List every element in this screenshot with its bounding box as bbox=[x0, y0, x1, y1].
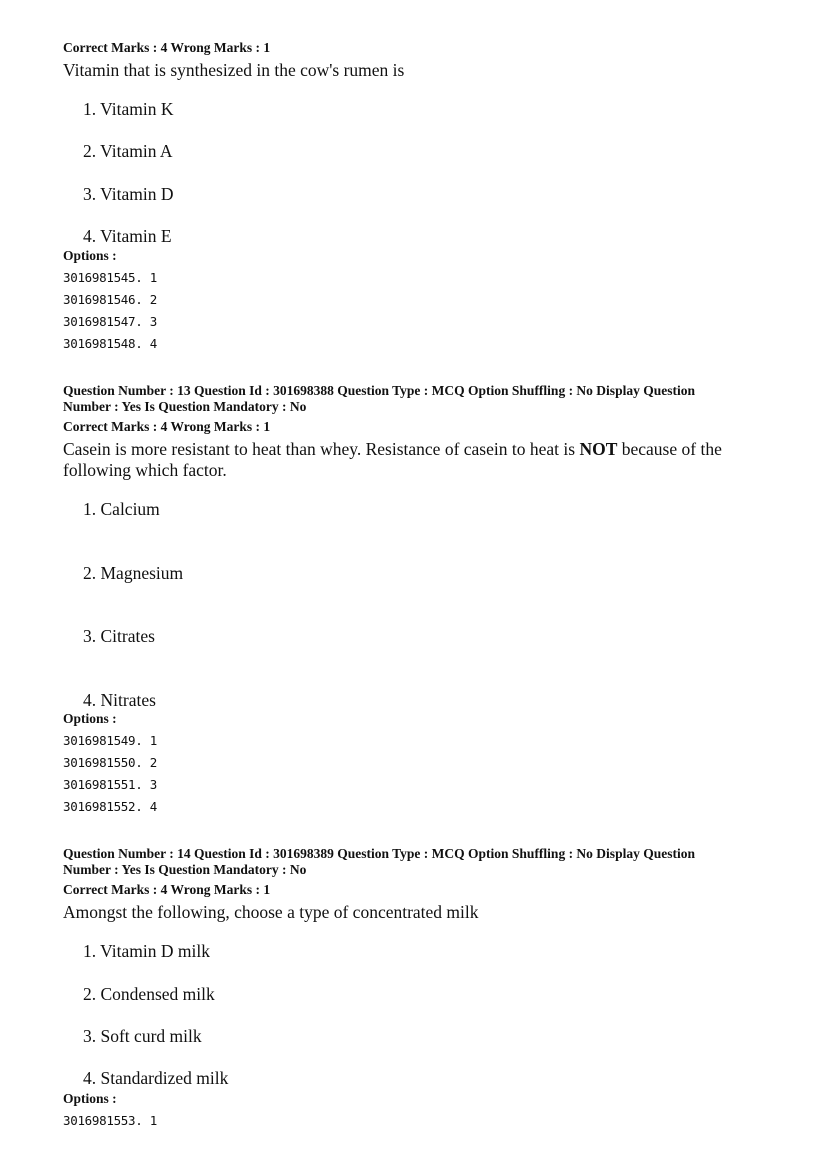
q14-header-line-2: Number : Yes Is Question Mandatory : No bbox=[63, 862, 307, 877]
q14-question-text: Amongst the following, choose a type of concentrated milk bbox=[63, 902, 479, 922]
q13-text-emphasis: NOT bbox=[579, 439, 618, 459]
q13-choice-4: 4. Nitrates bbox=[83, 690, 156, 710]
q12-question-text: Vitamin that is synthesized in the cow's rumen is bbox=[63, 60, 405, 80]
q13-text-after: because of the bbox=[617, 439, 722, 459]
q13-choice-2: 2. Magnesium bbox=[83, 563, 184, 583]
q12-choice-4: 4. Vitamin E bbox=[83, 226, 172, 246]
q13-header-line-2: Number : Yes Is Question Mandatory : No bbox=[63, 399, 307, 414]
q12-options-label: Options : bbox=[63, 248, 117, 263]
q14-options-label: Options : bbox=[63, 1091, 117, 1106]
q12-option-id-1: 3016981545. 1 bbox=[63, 270, 157, 285]
q13-choice-3: 3. Citrates bbox=[83, 626, 155, 646]
q13-choice-1: 1. Calcium bbox=[83, 499, 160, 519]
q14-header-line-1: Question Number : 14 Question Id : 301698389 Question Type : MCQ Option Shuffling : No Display Question bbox=[63, 846, 695, 861]
q12-choice-2: 2. Vitamin A bbox=[83, 141, 173, 161]
q14-choice-3: 3. Soft curd milk bbox=[83, 1026, 202, 1046]
q13-option-id-3: 3016981551. 3 bbox=[63, 777, 157, 792]
q13-option-id-2: 3016981550. 2 bbox=[63, 755, 157, 770]
q14-marks: Correct Marks : 4 Wrong Marks : 1 bbox=[63, 882, 271, 897]
q14-option-id-1: 3016981553. 1 bbox=[63, 1113, 157, 1128]
q13-question-text-line-2: following which factor. bbox=[63, 460, 227, 480]
q12-option-id-3: 3016981547. 3 bbox=[63, 314, 157, 329]
q12-choice-3: 3. Vitamin D bbox=[83, 184, 174, 204]
q13-options-label: Options : bbox=[63, 711, 117, 726]
q12-choice-1: 1. Vitamin K bbox=[83, 99, 174, 119]
q13-option-id-4: 3016981552. 4 bbox=[63, 799, 157, 814]
q13-text-before: Casein is more resistant to heat than whey. Resistance of casein to heat is bbox=[63, 439, 580, 459]
q12-option-id-2: 3016981546. 2 bbox=[63, 292, 157, 307]
q14-choice-2: 2. Condensed milk bbox=[83, 984, 215, 1004]
q12-marks: Correct Marks : 4 Wrong Marks : 1 bbox=[63, 40, 271, 55]
q14-choice-4: 4. Standardized milk bbox=[83, 1068, 229, 1088]
q13-header-line-1: Question Number : 13 Question Id : 301698388 Question Type : MCQ Option Shuffling : No Display Question bbox=[63, 383, 695, 398]
q13-marks: Correct Marks : 4 Wrong Marks : 1 bbox=[63, 419, 271, 434]
q13-question-text-line-1 bbox=[63, 439, 722, 460]
q12-option-id-4: 3016981548. 4 bbox=[63, 336, 157, 351]
q14-choice-1: 1. Vitamin D milk bbox=[83, 941, 210, 961]
q13-option-id-1: 3016981549. 1 bbox=[63, 733, 157, 748]
